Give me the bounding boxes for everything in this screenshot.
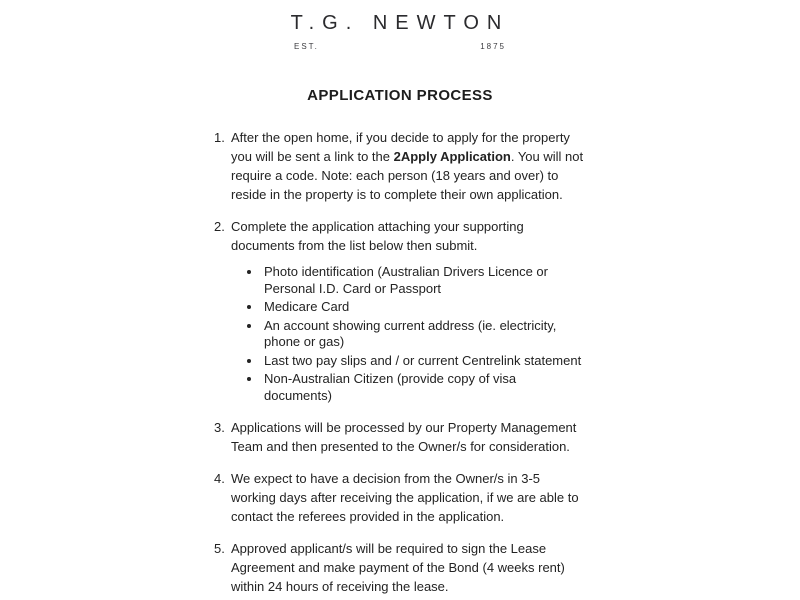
step-3-text: Applications will be processed by our Property Management Team and then presented to the Owner/s for consideration. <box>231 420 577 454</box>
document-item: • Last two pay slips and / or current Centrelink statement <box>262 353 586 370</box>
brand-established-row <box>294 42 506 51</box>
process-step-5 <box>214 539 586 596</box>
step-number: 1. <box>214 130 225 145</box>
step-number: 5. <box>214 541 225 556</box>
step-number: 2. <box>214 219 225 234</box>
process-step-1 <box>214 128 586 204</box>
step-1-text-after: . You will not require a code. Note: each person (18 years and over) to reside in the property is to complete their own application. <box>231 149 584 202</box>
established-label: EST. <box>294 42 319 51</box>
document-item: • Photo identification (Australian Drivers Licence or Personal I.D. Card or Passport <box>262 264 586 297</box>
documents-list <box>231 264 586 404</box>
document-item: • Medicare Card <box>262 299 586 316</box>
process-step-2 <box>214 217 586 418</box>
process-step-3 <box>214 418 586 456</box>
process-step-4 <box>214 469 586 526</box>
brand-header <box>0 12 800 51</box>
step-5-text: Approved applicant/s will be required to sign the Lease Agreement and make payment of the Bond (4 weeks rent) within 24 hours of receiving the lease. <box>231 541 565 594</box>
step-text <box>231 128 586 204</box>
document-item: • An account showing current address (ie. electricity, phone or gas) <box>262 318 586 351</box>
brand-logo-text: T.G. NEWTON <box>290 12 510 34</box>
step-number: 4. <box>214 471 225 486</box>
page-title: APPLICATION PROCESS <box>307 87 493 104</box>
step-1-text-before: After the open home, if you decide to apply for the property you will be sent a link to the <box>231 130 570 164</box>
document-item: • Non-Australian Citizen (provide copy of visa documents) <box>262 371 586 404</box>
step-4-text: We expect to have a decision from the Owner/s in 3-5 working days after receiving the application, if we are able to contact the referees provided in the application. <box>231 471 579 524</box>
step-number: 3. <box>214 420 225 435</box>
process-steps-list <box>214 128 586 596</box>
step-1-bold-phrase: 2Apply Application <box>393 149 511 164</box>
step-text <box>231 217 586 418</box>
step-2-text: Complete the application attaching your supporting documents from the list below then submit. <box>231 219 524 253</box>
established-year: 1875 <box>480 42 506 51</box>
